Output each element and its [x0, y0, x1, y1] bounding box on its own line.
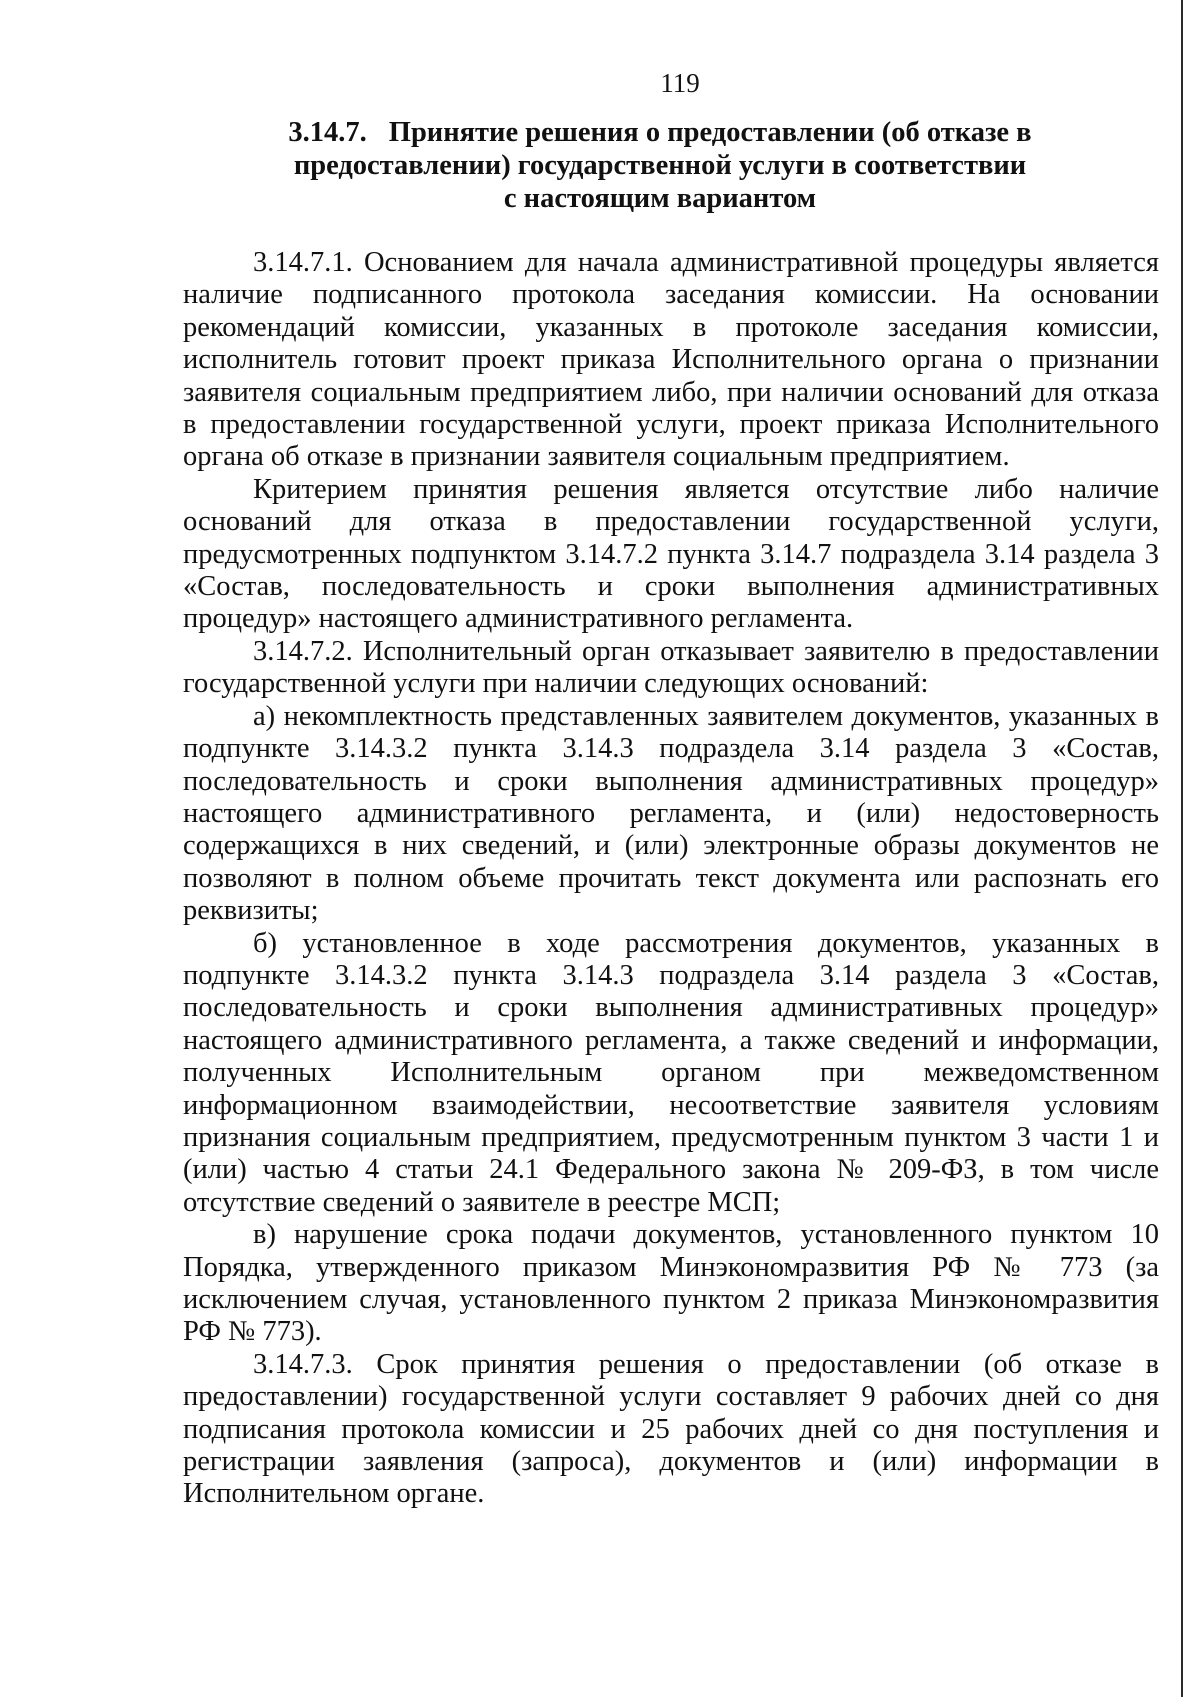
- paragraph-criterion: Критерием принятия решения является отсутствие либо наличие оснований для отказа в предоставлении государственной услуги, предусмотренных подпунктом 3.14.7.2 пункта 3.14.7 подраздела 3.14 раздела 3 «Состав, последовательность и сроки выполнения административных процедур» настоящего административного регламента.: [183, 473, 1159, 635]
- paragraph-3-14-7-1: 3.14.7.1. Основанием для начала административной процедуры является наличие подписанного протокола заседания комиссии. На основании рекомендаций комиссии, указанных в протоколе заседания комиссии, исполнитель готовит проект приказа Исполнительного органа о признании заявителя социальным предприятием либо, при наличии оснований для отказа в предоставлении государственной услуги, проект приказа Исполнительного органа об отказе в признании заявителя социальным предприятием.: [183, 247, 1159, 473]
- section-heading: [260, 116, 1060, 215]
- paragraph-item-a: а) некомплектность представленных заявителем документов, указанных в подпункте 3.14.3.2 пункта 3.14.3 подраздела 3.14 раздела 3 «Состав, последовательность и сроки выполнения административных процедур» настоящего административного регламента, и (или) недостоверность содержащихся в них сведений, и (или) электронные образы документов не позволяют в полном объеме прочитать текст документа или распознать его реквизиты;: [183, 700, 1159, 927]
- heading-number: 3.14.7.: [288, 117, 367, 148]
- heading-line-1: [260, 116, 1060, 149]
- heading-line-3: с настоящим вариантом: [503, 183, 817, 214]
- paragraph-3-14-7-2: 3.14.7.2. Исполнительный орган отказывает заявителю в предоставлении государственной услуги при наличии следующих оснований:: [183, 635, 1159, 700]
- paragraph-3-14-7-3: 3.14.7.3. Срок принятия решения о предоставлении (об отказе в предоставлении) государственной услуги составляет 9 рабочих дней со дня подписания протокола комиссии и 25 рабочих дней со дня поступления и регистрации заявления (запроса), документов и (или) информации в Исполнительном органе.: [183, 1348, 1159, 1510]
- paragraph-item-v: в) нарушение срока подачи документов, установленного пунктом 10 Порядка, утвержденного приказом Минэкономразвития РФ № 773 (за исключением случая, установленного пунктом 2 приказа Минэкономразвития РФ № 773).: [183, 1219, 1159, 1348]
- heading-line-2: предоставлении) государственной услуги в соответствии: [293, 150, 1027, 181]
- heading-text-1: Принятие решения о предоставлении (об отказе в: [388, 117, 1032, 148]
- page-number: 119: [660, 68, 700, 98]
- document-body: [183, 247, 1159, 1511]
- paragraph-item-b: б) установленное в ходе рассмотрения документов, указанных в подпункте 3.14.3.2 пункта 3.14.3 подраздела 3.14 раздела 3 «Состав, последовательность и сроки выполнения административных процедур» настоящего административного регламента, а также сведений и информации, полученных Исполнительным органом при межведомственном информационном взаимодействии, несоответствие заявителя условиям признания социальным предприятием, предусмотренным пунктом 3 части 1 и (или) частью 4 статьи 24.1 Федерального закона № 209-ФЗ, в том числе отсутствие сведений о заявителе в реестре МСП;: [183, 927, 1159, 1218]
- scan-edge-line: [1181, 0, 1183, 1697]
